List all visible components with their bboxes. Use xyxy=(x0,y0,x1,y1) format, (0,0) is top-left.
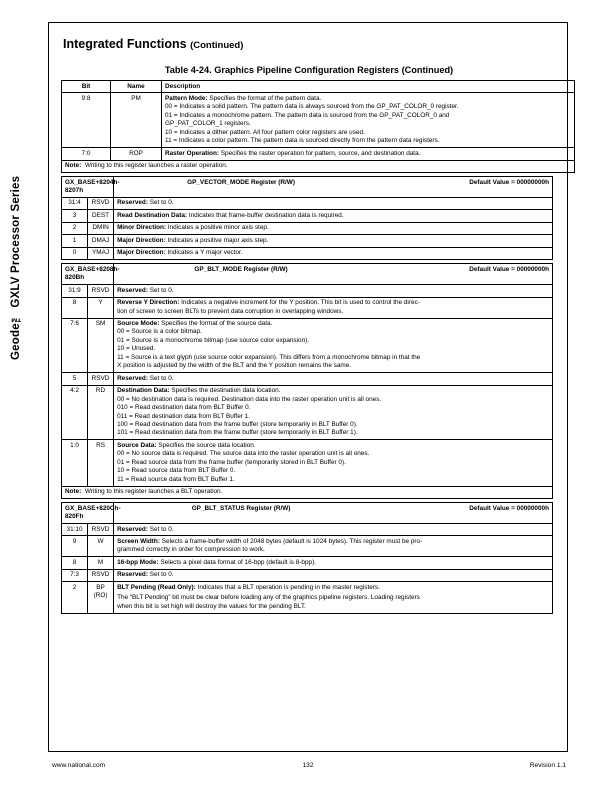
row-desc-bold: Reserved: xyxy=(117,525,148,533)
row-desc-line: 01 = Source is a monochrome bitmap (use source color expansion). xyxy=(117,336,310,344)
row-desc-line: 00 = No source data is required. The source data into the raster operation unit is all ones. xyxy=(117,450,370,458)
row-desc-line: Specifies the raster operation for pattern, source, and destination data. xyxy=(220,149,421,157)
note-body: Writing to this register launches a BLT operation. xyxy=(84,488,223,496)
row-bit: 8 xyxy=(62,557,88,569)
row-desc-bold: Reserved: xyxy=(117,374,148,382)
row-desc-line: 00 = Indicates a solid pattern. The pattern data is always sourced from the GP_PAT_COLOR_0 register. xyxy=(165,103,459,111)
row-name: RSVD xyxy=(88,285,114,297)
row-bit: 31:9 xyxy=(62,285,88,297)
row-bit: 9:8 xyxy=(62,93,111,148)
row-desc-bold: Reserved: xyxy=(117,286,148,294)
row-name: BP (RO) xyxy=(88,582,114,613)
row-name: W xyxy=(88,536,114,557)
row-desc-bold: Minor Direction: xyxy=(117,224,167,232)
header-name: Name xyxy=(111,81,162,93)
row-desc-line: 11 = Indicates a color pattern. The pattern data is sourced directly from the pattern data registers. xyxy=(165,137,440,145)
row-desc-line: 11 = Read source data from BLT Buffer 1. xyxy=(117,475,235,483)
row-desc-line: Set to 0. xyxy=(149,525,174,533)
table-caption: Table 4-24. Graphics Pipeline Configuration Registers (Continued) xyxy=(164,65,454,75)
table-row xyxy=(62,569,553,581)
row-desc-line: 101 = Read destination data from the frame buffer (store temporarily in BLT Buffer 1). xyxy=(117,429,358,437)
table-row xyxy=(62,210,553,222)
row-description xyxy=(114,222,553,234)
row-desc-line: Set to 0. xyxy=(149,286,174,294)
row-bit: 1:0 xyxy=(62,440,88,486)
register-banner xyxy=(62,177,553,198)
page-inner xyxy=(58,33,560,614)
row-description xyxy=(114,440,553,486)
series-side-label: Geode™ GXLV Processor Series xyxy=(10,175,22,360)
table-row xyxy=(62,93,575,148)
banner-address: GX_BASE+8204h-8207h xyxy=(62,177,114,198)
row-desc-line: 10 = Unused. xyxy=(117,345,156,353)
row-desc-line: grammed correctly in order for compression to work. xyxy=(117,546,265,554)
row-description xyxy=(114,582,553,613)
row-desc-bold: Raster Operation: xyxy=(165,149,219,157)
row-bit: 3 xyxy=(62,210,88,222)
row-description xyxy=(114,297,553,318)
banner-address: GX_BASE+820Ch-820Fh xyxy=(62,503,114,524)
row-desc-line: Set to 0. xyxy=(149,374,174,382)
row-desc-bold: Reserved: xyxy=(117,571,148,579)
header-bit: Bit xyxy=(62,81,111,93)
row-desc-bold: Read Destination Data: xyxy=(117,211,188,219)
row-desc-line: Indicates that frame-buffer destination data is required. xyxy=(188,211,344,219)
row-desc-bold: Major Direction: xyxy=(117,249,166,257)
register-table-2 xyxy=(61,176,553,260)
table-row xyxy=(62,197,553,209)
row-desc-line: 011 = Read destination data from BLT Buffer 1. xyxy=(117,412,250,420)
row-description xyxy=(114,569,553,581)
banner-default-value: Default Value = 00000000h xyxy=(469,504,549,512)
row-desc-line: Indicates a positive minor axis step. xyxy=(167,224,269,232)
row-desc-bold: Screen Width: xyxy=(117,537,160,545)
note-label: Note: xyxy=(65,488,82,496)
row-desc-line: Indicates a negative increment for the Y position. This bit is used to control the direc- xyxy=(181,299,420,307)
row-bit: 1 xyxy=(62,235,88,247)
row-name: RSVD xyxy=(88,524,114,536)
row-bit: 5 xyxy=(62,373,88,385)
row-desc-line: 010 = Read destination data from BLT Buffer 0. xyxy=(117,404,251,412)
row-desc-line: 10 = Read source data from BLT Buffer 0. xyxy=(117,467,236,475)
row-desc-bold: 16-bpp Mode: xyxy=(117,558,159,566)
banner-address: GX_BASE+8208h-820Bh xyxy=(62,264,114,285)
row-desc-line: tion of screen to screen BLTs to prevent data corruption in overlapping windows. xyxy=(117,307,344,315)
table-header-row xyxy=(62,81,575,93)
row-description xyxy=(114,536,553,557)
row-bit: 7:3 xyxy=(62,569,88,581)
table-row xyxy=(62,385,553,440)
note-body: Writing to this register launches a raster operation. xyxy=(84,162,228,170)
row-desc-line: The “BLT Pending” bit must be clear before loading any of the graphics pipeline registers. Loading registers xyxy=(117,594,420,602)
row-desc-line: 10 = Indicates a dither pattern. All four pattern color registers are used. xyxy=(165,128,365,136)
banner-register-name: GP_BLT_STATUS Register (R/W) xyxy=(191,504,291,512)
row-description xyxy=(114,524,553,536)
banner-register-name: GP_BLT_MODE Register (R/W) xyxy=(194,265,288,273)
row-name: YMAJ xyxy=(88,247,114,259)
table-row xyxy=(62,285,553,297)
section-title-text: Integrated Functions xyxy=(63,37,187,51)
row-bit: 0 xyxy=(62,247,88,259)
footer-page-number: 132 xyxy=(302,762,314,769)
row-bit: 9 xyxy=(62,536,88,557)
note-text xyxy=(62,486,553,498)
row-desc-line: Specifies the format of the pattern data. xyxy=(209,94,322,102)
table-row xyxy=(62,247,553,259)
row-name: DMAJ xyxy=(88,235,114,247)
table-row xyxy=(62,148,575,160)
row-description xyxy=(114,557,553,569)
row-desc-line: 00 = Source is a color bitmap. xyxy=(117,328,202,336)
row-description xyxy=(162,148,575,160)
row-description xyxy=(114,318,553,373)
row-desc-line: Specifies the source data location. xyxy=(158,441,256,449)
row-desc-line: 11 = Source is a text glyph (use source color expansion). This differs from a monochrome bitmap in that the xyxy=(117,353,421,361)
note-label: Note: xyxy=(65,162,82,170)
register-banner xyxy=(62,264,553,285)
row-description xyxy=(114,235,553,247)
banner-register-default xyxy=(114,264,553,285)
row-description xyxy=(114,285,553,297)
row-name: SM xyxy=(88,318,114,373)
row-desc-line: when this bit is set high will destroy the values for the pending BLT. xyxy=(117,602,306,610)
row-description xyxy=(114,247,553,259)
row-name: RS xyxy=(88,440,114,486)
register-table-3 xyxy=(61,263,553,499)
register-table-1 xyxy=(61,80,575,173)
row-desc-line: 01 = Indicates a monochrome pattern. The pattern data is sourced from the GP_PAT_COLOR_0 and xyxy=(165,111,450,119)
note-text xyxy=(62,160,575,172)
row-name: ROP xyxy=(111,148,162,160)
row-bit: 4:2 xyxy=(62,385,88,440)
table-row xyxy=(62,524,553,536)
table-row xyxy=(62,235,553,247)
row-desc-line: Set to 0. xyxy=(149,199,174,207)
row-bit: 7:6 xyxy=(62,318,88,373)
row-desc-line: Indicates a Y major vector. xyxy=(167,249,243,257)
row-name: RSVD xyxy=(88,197,114,209)
row-bit: 31:10 xyxy=(62,524,88,536)
banner-register-name: GP_VECTOR_MODE Register (R/W) xyxy=(187,178,295,186)
row-desc-line: X position is adjusted by the width of the BLT and the Y position remains the same. xyxy=(117,362,352,370)
row-desc-line: Set to 0. xyxy=(149,571,174,579)
table-row xyxy=(62,297,553,318)
row-bit: 2 xyxy=(62,582,88,613)
row-name: RSVD xyxy=(88,569,114,581)
page-content-frame xyxy=(48,22,568,752)
section-title-continued: (Continued) xyxy=(190,40,244,51)
row-desc-line: Indicates that a BLT operation is pending in the master registers. xyxy=(197,583,380,591)
row-desc-bold: Major Direction: xyxy=(117,236,166,244)
footer-website: www.national.com xyxy=(52,762,106,769)
banner-default-value: Default Value = 00000000h xyxy=(469,178,549,186)
row-bit: 8 xyxy=(62,297,88,318)
table-note-row xyxy=(62,486,553,498)
row-desc-bold: Source Data: xyxy=(117,441,157,449)
row-desc-line: Indicates a positive major axis step. xyxy=(167,236,269,244)
row-desc-bold: BLT Pending (Read Only): xyxy=(117,583,196,591)
row-name: M xyxy=(88,557,114,569)
row-bit: 7:0 xyxy=(62,148,111,160)
page-title xyxy=(63,37,560,51)
header-description: Description xyxy=(162,81,575,93)
row-bit: 31:4 xyxy=(62,197,88,209)
row-name: DEST xyxy=(88,210,114,222)
row-name: RD xyxy=(88,385,114,440)
row-name: Y xyxy=(88,297,114,318)
banner-register-default xyxy=(114,503,553,524)
table-row xyxy=(62,557,553,569)
row-desc-line: 01 = Read source data from the frame buffer (temporarily stored in BLT Buffer 0). xyxy=(117,458,346,466)
row-desc-bold: Destination Data: xyxy=(117,387,170,395)
row-desc-bold: Reserved: xyxy=(117,199,148,207)
row-desc-bold: Source Mode: xyxy=(117,320,160,328)
row-description xyxy=(114,385,553,440)
row-desc-line: Selects a frame-buffer width of 2048 bytes (default is 1024 bytes). This register must be pro- xyxy=(161,537,423,545)
banner-default-value: Default Value = 00000000h xyxy=(469,265,549,273)
row-desc-bold: Pattern Mode: xyxy=(165,94,208,102)
row-desc-line: Selects a pixel data format of 16-bpp (default is 8-bpp). xyxy=(160,558,316,566)
row-desc-line: Specifies the destination data location. xyxy=(171,387,281,395)
row-description xyxy=(114,373,553,385)
row-desc-line: 100 = Read destination data from the frame buffer (store temporarily in BLT Buffer 0). xyxy=(117,421,358,428)
row-name: DMIN xyxy=(88,222,114,234)
table-note-row xyxy=(62,160,575,172)
row-desc-bold: Reverse Y Direction: xyxy=(117,299,180,307)
row-desc-line: Specifies the format of the source data. xyxy=(161,320,273,328)
row-bit: 2 xyxy=(62,222,88,234)
table-row xyxy=(62,318,553,373)
table-row xyxy=(62,440,553,486)
row-name: RSVD xyxy=(88,373,114,385)
table-row xyxy=(62,582,553,613)
row-desc-line: GP_PAT_COLOR_1 registers. xyxy=(165,120,251,128)
row-name: PM xyxy=(111,93,162,148)
row-description xyxy=(114,197,553,209)
table-row xyxy=(62,222,553,234)
table-row xyxy=(62,373,553,385)
footer-revision: Revision 1.1 xyxy=(529,762,566,769)
register-table-4 xyxy=(61,502,553,614)
table-row xyxy=(62,536,553,557)
banner-register-default xyxy=(114,177,553,198)
row-description xyxy=(162,93,575,148)
row-desc-line: 00 = No destination data is required. Destination data into the raster operation unit is all ones. xyxy=(117,395,382,403)
register-banner xyxy=(62,503,553,524)
row-description xyxy=(114,210,553,222)
